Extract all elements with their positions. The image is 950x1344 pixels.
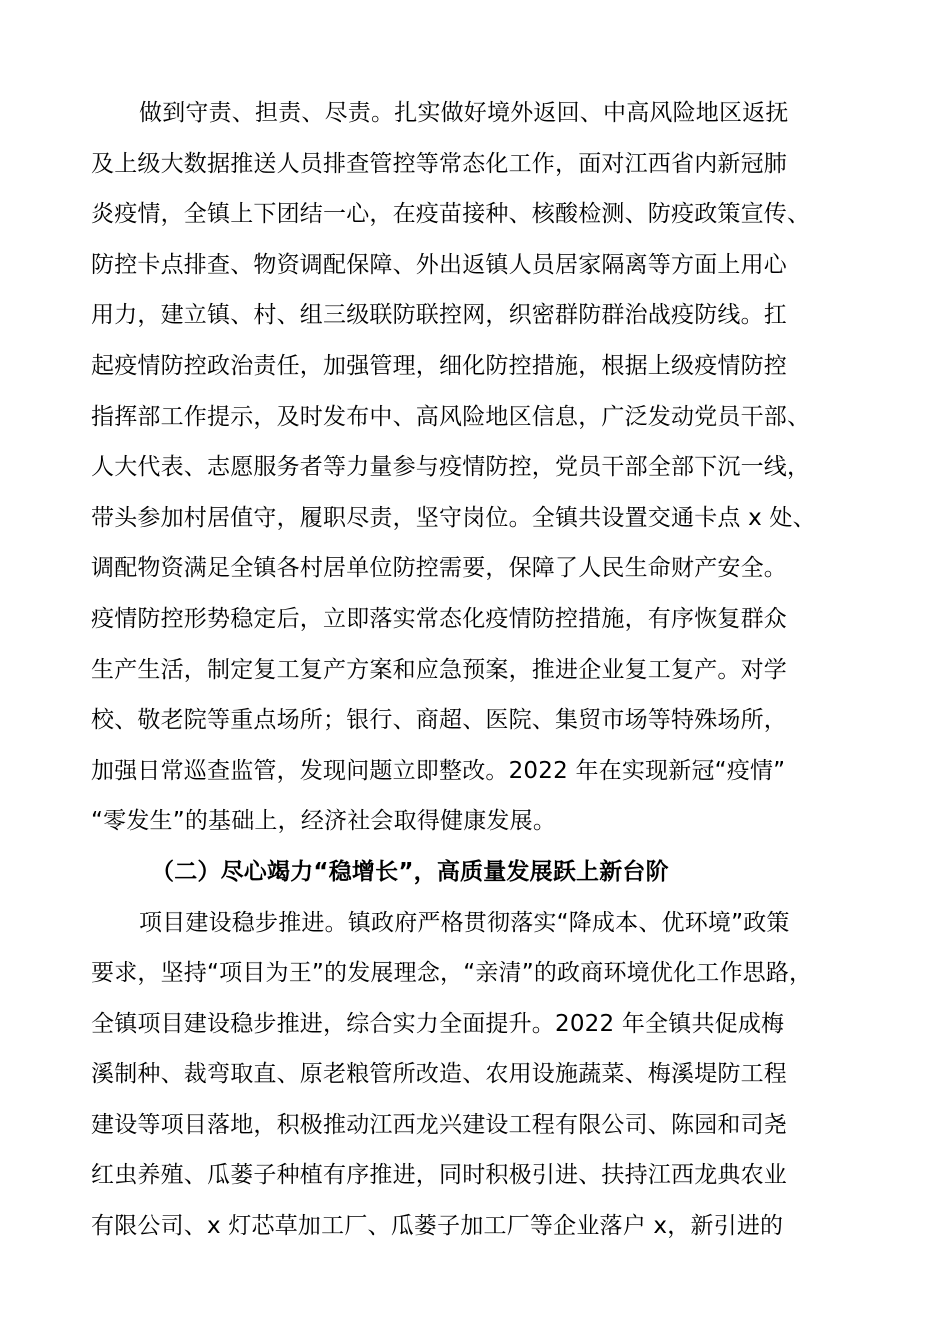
paragraph-line: 防控卡点排查、物资调配保障、外出返镇人员居家隔离等方面上用心 bbox=[91, 251, 787, 278]
paragraph-line: 起疫情防控政治责任，加强管理，细化防控措施，根据上级疫情防控 bbox=[91, 352, 787, 379]
paragraph-line: 有限公司、x 灯芯草加工厂、瓜蒌子加工厂等企业落户 x，新引进的 bbox=[91, 1213, 784, 1240]
paragraph-line: 指挥部工作提示，及时发布中、高风险地区信息，广泛发动党员干部、 bbox=[91, 403, 811, 430]
paragraph-line: 红虫养殖、瓜蒌子种植有序推进，同时积极引进、扶持江西龙典农业 bbox=[91, 1162, 787, 1189]
paragraph-line: 调配物资满足全镇各村居单位防控需要，保障了人民生命财产安全。 bbox=[91, 555, 787, 582]
paragraph-line: 人大代表、志愿服务者等力量参与疫情防控，党员干部全部下沉一线， bbox=[91, 454, 811, 481]
paragraph-line: 全镇项目建设稳步推进，综合实力全面提升。2022 年全镇共促成梅 bbox=[91, 1010, 785, 1037]
paragraph-line: “零发生”的基础上，经济社会取得健康发展。 bbox=[91, 808, 557, 835]
paragraph-line: 用力，建立镇、村、组三级联防联控网，织密群防群治战疫防线。扛 bbox=[91, 302, 787, 329]
paragraph-line: 生产生活，制定复工复产方案和应急预案，推进企业复工复产。对学 bbox=[91, 656, 787, 683]
paragraph-line: 建设等项目落地，积极推动江西龙兴建设工程有限公司、陈园和司尧 bbox=[91, 1111, 787, 1138]
paragraph-line: 带头参加村居值守，履职尽责，坚守岗位。全镇共设置交通卡点 x 处、 bbox=[91, 504, 816, 531]
paragraph-line: 炎疫情，全镇上下团结一心，在疫苗接种、核酸检测、防疫政策宣传、 bbox=[91, 201, 811, 228]
paragraph-line: 做到守责、担责、尽责。扎实做好境外返回、中高风险地区返抚 bbox=[139, 100, 789, 126]
paragraph-line: 加强日常巡查监管，发现问题立即整改。2022 年在实现新冠“疫情” bbox=[91, 757, 786, 784]
paragraph-line: 项目建设稳步推进。镇政府严格贯彻落实“降成本、优环境”政策 bbox=[139, 909, 790, 936]
section-heading: （二）尽心竭力“稳增长”，高质量发展跃上新台阶 bbox=[151, 858, 669, 885]
paragraph-line: 溪制种、裁弯取直、原老粮管所改造、农用设施蔬菜、梅溪堤防工程 bbox=[91, 1061, 787, 1088]
paragraph-line: 要求，坚持“项目为王”的发展理念，“亲清”的政商环境优化工作思路， bbox=[91, 960, 813, 987]
document-body bbox=[91, 88, 871, 1252]
paragraph-line: 疫情防控形势稳定后，立即落实常态化疫情防控措施，有序恢复群众 bbox=[91, 605, 787, 632]
paragraph-line: 及上级大数据推送人员排查管控等常态化工作，面对江西省内新冠肺 bbox=[91, 150, 787, 177]
paragraph-line: 校、敬老院等重点场所；银行、商超、医院、集贸市场等特殊场所， bbox=[91, 707, 787, 734]
